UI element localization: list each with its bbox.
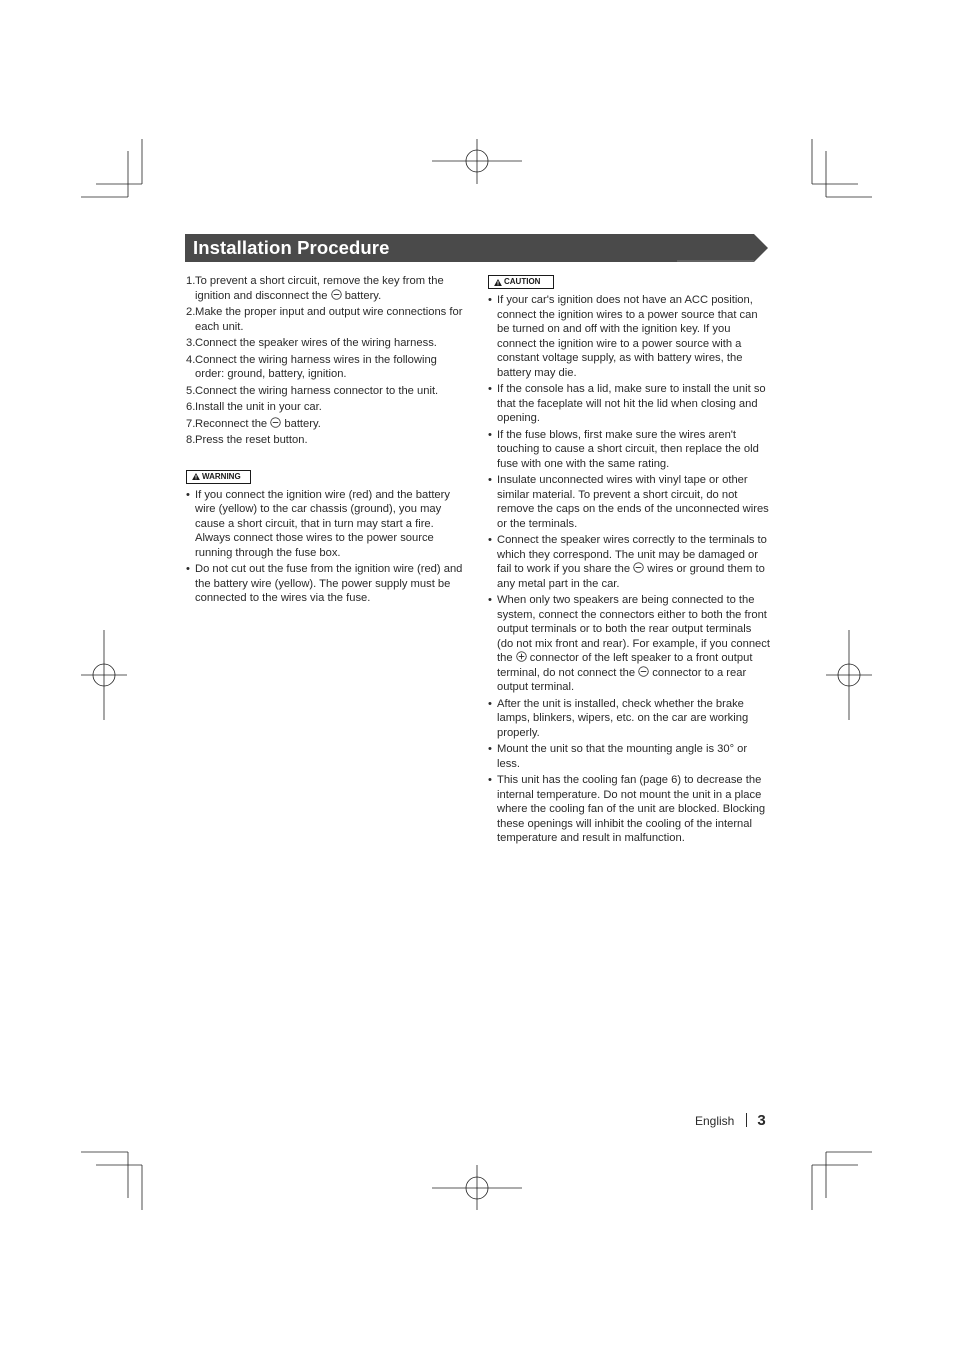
bullet-dot: • [488,743,492,755]
warning-triangle-icon [192,473,200,480]
caution-item [488,593,770,695]
warning-item [186,488,468,561]
footer-language: English [695,1114,735,1128]
step-item [186,400,468,415]
caution-text: This unit has the cooling fan (page 6) to decrease the internal temperature. Do not mount the unit in a place where the cooling fan of the unit are blocked. Blocking these openings will inhibit the cooling of the internal temperature and result in malfunction. [497,774,766,844]
bullet-dot: • [488,474,492,486]
step-text: Connect the wiring harness connector to the unit. [195,384,439,397]
installation-steps [186,274,468,448]
warning-triangle-icon [494,279,502,286]
caution-text-suffix: wires or ground them to any metal part in the car. [497,563,765,590]
bullet-dot: • [488,594,492,606]
step-item [186,274,468,303]
caution-item [488,697,770,741]
registration-mark-top [432,139,522,184]
caution-text: Mount the unit so that the mounting angle is 30° or less. [497,743,748,770]
caution-item [488,473,770,531]
caution-item [488,773,770,846]
caution-text: If the console has a lid, make sure to install the unit so that the faceplate will not hit the lid when closing and opening. [497,383,766,424]
caution-item [488,293,770,380]
warning-badge [186,470,251,484]
step-text: Press the reset button. [195,434,308,446]
registration-mark-left [81,630,127,720]
step-item [186,305,468,334]
caution-item [488,382,770,426]
bullet-dot: • [186,563,190,575]
caution-text: Insulate unconnected wires with vinyl tape or other similar material. To prevent a short circuit, do not remove the caps on the ends of the unconnected wires or the terminals. [497,474,769,530]
warning-list [186,488,468,606]
step-number: 5. [186,384,196,397]
caution-text: If the fuse blows, first make sure the wires aren't touching to cause a short circuit, then replace the old fuse with one with the same rating. [497,428,759,470]
step-text: Connect the speaker wires of the wiring harness. [195,337,437,349]
step-number: 2. [186,306,196,318]
registration-mark-bottom [432,1165,522,1210]
right-column [488,275,770,848]
minus-symbol-icon [270,417,281,428]
step-item [186,353,468,382]
step-number: 8. [186,434,196,446]
page-title: Installation Procedure [193,237,390,258]
step-item [186,433,468,448]
page-number: 3 [757,1112,766,1129]
bullet-dot: • [488,428,492,441]
bullet-dot: • [488,774,492,786]
minus-symbol-icon [638,666,649,677]
step-text-suffix: battery. [284,417,321,430]
bullet-dot: • [488,697,492,710]
caution-item [488,742,770,771]
warning-label: WARNING [202,471,241,481]
bullet-dot: • [186,488,190,501]
caution-text: If your car's ignition does not have an ACC position, connect the ignition wires to a power source that can be turned on and off with the ignition key. If you connect the ignition wire to a power source with a constant voltage supply, as with battery wires, the battery may die. [497,294,758,379]
minus-symbol-icon [633,562,644,573]
step-text: Make the proper input and output wire connections for each unit. [195,306,463,333]
step-item [186,417,468,432]
step-text: Connect the wiring harness wires in the following order: ground, battery, ignition. [195,353,437,380]
step-number: 3. [186,337,196,349]
footer-divider [746,1113,747,1127]
step-text: Install the unit in your car. [195,401,322,413]
warning-text: Do not cut out the fuse from the ignition wire (red) and the battery wire (yellow). The power supply must be connected to the wires via the fuse. [195,563,463,604]
registration-mark-right [826,630,872,720]
plus-symbol-icon [516,651,527,662]
caution-text-suffix: connector to a rear output terminal. [497,666,747,693]
step-number: 6. [186,401,196,413]
step-item [186,336,468,351]
step-number: 7. [186,417,196,430]
step-number: 4. [186,353,196,366]
caution-list [488,293,770,846]
caution-item [488,428,770,472]
bullet-dot: • [488,294,492,306]
left-column [186,274,468,608]
step-text: Reconnect the [195,417,268,430]
step-text-suffix: battery. [344,289,382,302]
page-footer [695,1112,766,1129]
warning-item [186,562,468,606]
caution-text: When only two speakers are being connected to the system, connect the connectors either to both the front output terminals or to both the rear output terminals (do not mix front and rear). For example, if you connect the [497,594,770,664]
bullet-dot: • [488,534,492,546]
section-title-bar [185,234,768,262]
step-item [186,384,468,399]
caution-text-middle: connector of the left speaker to a front output terminal, do not connect the [497,652,753,679]
caution-text: After the unit is installed, check whether the brake lamps, blinkers, wipers, etc. on the car are working properly. [497,697,749,739]
caution-label: CAUTION [504,277,541,286]
minus-symbol-icon [331,289,342,300]
warning-text: If you connect the ignition wire (red) and the battery wire (yellow) to the car chassis (ground), you may cause a short circuit, that in turn may start a fire. Always connect those wires to the power source running through the fuse box. [195,488,450,559]
step-text: To prevent a short circuit, remove the key from the ignition and disconnect the [195,275,444,302]
step-number: 1. [186,275,196,287]
caution-text: Connect the speaker wires correctly to the terminals to which they correspond. The unit may be damaged or fail to work if you share the [497,534,767,575]
bullet-dot: • [488,383,492,395]
caution-badge [488,275,554,289]
caution-item [488,533,770,591]
